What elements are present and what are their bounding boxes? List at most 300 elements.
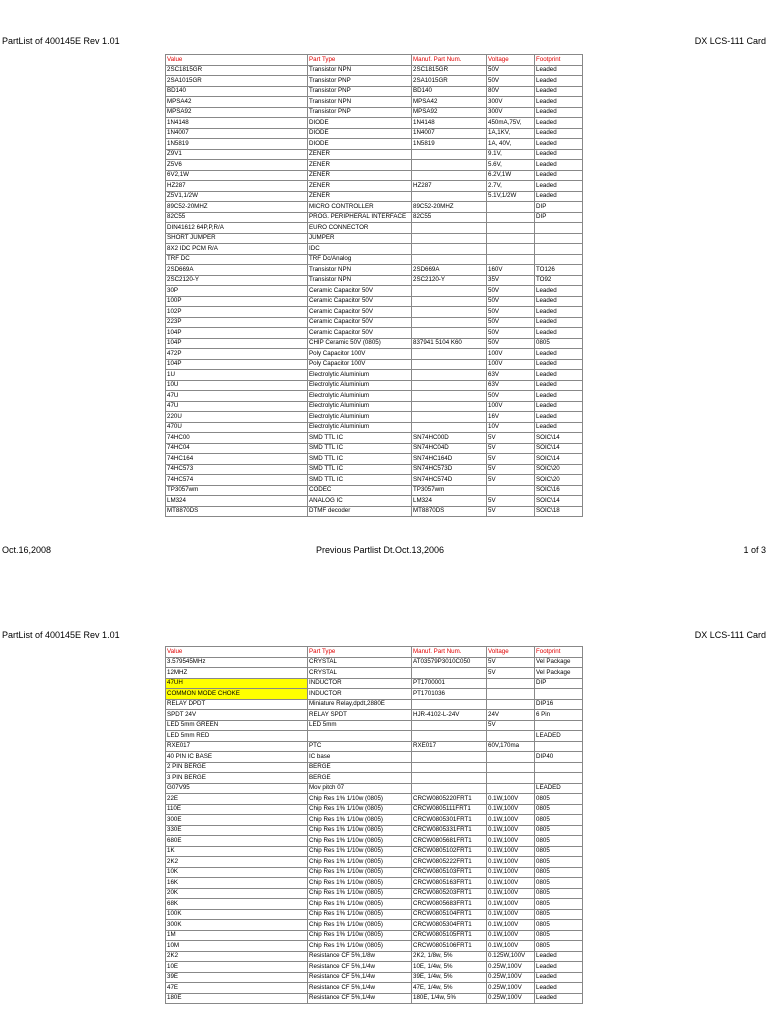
table-cell: 5V bbox=[487, 496, 535, 507]
table-cell: DIP bbox=[535, 202, 583, 213]
table-cell: Chip Res 1% 1/10w (0805) bbox=[308, 857, 412, 868]
table-cell bbox=[412, 380, 487, 391]
table-cell: 5V bbox=[487, 443, 535, 454]
column-header: Footprint bbox=[535, 55, 583, 66]
column-header: Value bbox=[166, 55, 308, 66]
table-cell: SMD TTL IC bbox=[308, 475, 412, 486]
column-header: Part Type bbox=[308, 647, 412, 658]
table-cell: BD140 bbox=[166, 86, 308, 97]
table-cell: 0805 bbox=[535, 846, 583, 857]
table-cell: PT1701036 bbox=[412, 689, 487, 700]
table-cell: 104P bbox=[166, 359, 308, 370]
table-row bbox=[166, 836, 583, 847]
table-row bbox=[166, 720, 583, 731]
table-cell: Chip Res 1% 1/10w (0805) bbox=[308, 846, 412, 857]
table-row bbox=[166, 804, 583, 815]
table-cell: CRCW0805106FRT1 bbox=[412, 941, 487, 952]
table-row bbox=[166, 783, 583, 794]
table-cell: 50V bbox=[487, 317, 535, 328]
table-cell: 50V bbox=[487, 65, 535, 76]
table-cell: Ceramic Capacitor 50V bbox=[308, 286, 412, 297]
table-cell: DIN41612 64P,P,R/A bbox=[166, 223, 308, 234]
table-cell: 2SD669A bbox=[412, 265, 487, 276]
table-cell: 8X2 IDC PCM R/A bbox=[166, 244, 308, 255]
table-cell: 0805 bbox=[535, 836, 583, 847]
table-cell: 5V bbox=[487, 475, 535, 486]
table-cell: 0805 bbox=[535, 888, 583, 899]
table-cell: 5V bbox=[487, 454, 535, 465]
table-cell: 20K bbox=[166, 888, 308, 899]
table-cell bbox=[412, 752, 487, 763]
table-cell bbox=[487, 731, 535, 742]
table-cell: Leaded bbox=[535, 951, 583, 962]
table-cell: Chip Res 1% 1/10w (0805) bbox=[308, 878, 412, 889]
table-cell: ANALOG IC bbox=[308, 496, 412, 507]
table-cell: 102P bbox=[166, 307, 308, 318]
table-row bbox=[166, 689, 583, 700]
page1-footer-previous: Previous Partlist Dt.Oct.13,2006 bbox=[316, 545, 445, 555]
table-row bbox=[166, 223, 583, 234]
table-cell: Ceramic Capacitor 50V bbox=[308, 296, 412, 307]
table-cell: 2SA1015GR bbox=[412, 76, 487, 87]
table-cell: Electrolytic Aluminium bbox=[308, 380, 412, 391]
table-cell bbox=[412, 149, 487, 160]
table-cell: 0805 bbox=[535, 878, 583, 889]
table-cell: 0.1W,100V bbox=[487, 836, 535, 847]
table-cell: CRCW0805304FRT1 bbox=[412, 920, 487, 931]
table-cell: 680E bbox=[166, 836, 308, 847]
table-cell: ZENER bbox=[308, 149, 412, 160]
table-cell: 0805 bbox=[535, 804, 583, 815]
table-cell: CRCW0805203FRT1 bbox=[412, 888, 487, 899]
table-cell: 82C55 bbox=[412, 212, 487, 223]
table-cell: 2SA1015GR bbox=[166, 76, 308, 87]
table-cell: 74HC04 bbox=[166, 443, 308, 454]
column-header: Value bbox=[166, 647, 308, 658]
table-cell: 0805 bbox=[535, 794, 583, 805]
table-cell: Leaded bbox=[535, 328, 583, 339]
table-cell: 110E bbox=[166, 804, 308, 815]
table-cell: 0.25W,100V bbox=[487, 962, 535, 973]
table-cell: Electrolytic Aluminium bbox=[308, 412, 412, 423]
table-cell: TO126 bbox=[535, 265, 583, 276]
table-row bbox=[166, 475, 583, 486]
table-cell: 9.1V, bbox=[487, 149, 535, 160]
table-cell bbox=[487, 244, 535, 255]
table-cell: 5V bbox=[487, 720, 535, 731]
table-cell bbox=[487, 678, 535, 689]
table-cell: 50V bbox=[487, 391, 535, 402]
table-cell: Leaded bbox=[535, 380, 583, 391]
table-cell: 22E bbox=[166, 794, 308, 805]
table-cell: RXE017 bbox=[166, 741, 308, 752]
table-cell: 1K bbox=[166, 846, 308, 857]
table-row bbox=[166, 328, 583, 339]
table-cell: 2SC2120-Y bbox=[412, 275, 487, 286]
table-cell: Chip Res 1% 1/10w (0805) bbox=[308, 794, 412, 805]
table-cell bbox=[535, 689, 583, 700]
table-row bbox=[166, 118, 583, 129]
table-cell: Vel Package bbox=[535, 668, 583, 679]
table-row bbox=[166, 867, 583, 878]
page1-footer-page-number: 1 of 3 bbox=[743, 545, 766, 555]
table-cell: Transistor NPN bbox=[308, 65, 412, 76]
table-row bbox=[166, 506, 583, 517]
table-cell: BERGE bbox=[308, 773, 412, 784]
table-row bbox=[166, 317, 583, 328]
table-cell: SN74HC04D bbox=[412, 443, 487, 454]
table-row bbox=[166, 930, 583, 941]
table-cell: Leaded bbox=[535, 181, 583, 192]
table-cell: 5V bbox=[487, 464, 535, 475]
table-cell: Transistor NPN bbox=[308, 275, 412, 286]
table-cell: Z9V1 bbox=[166, 149, 308, 160]
table-row bbox=[166, 65, 583, 76]
table-cell: SMD TTL IC bbox=[308, 464, 412, 475]
table-cell: Leaded bbox=[535, 972, 583, 983]
table-cell: TO92 bbox=[535, 275, 583, 286]
table-row bbox=[166, 380, 583, 391]
table-cell bbox=[412, 762, 487, 773]
table-row bbox=[166, 443, 583, 454]
table-cell: 63V bbox=[487, 380, 535, 391]
table-cell: Leaded bbox=[535, 128, 583, 139]
table-cell: BD140 bbox=[412, 86, 487, 97]
table-cell: 2SC2120-Y bbox=[166, 275, 308, 286]
table-cell: 50V bbox=[487, 296, 535, 307]
table-cell: 2K2 bbox=[166, 857, 308, 868]
table-cell: 180E, 1/4w, 5% bbox=[412, 993, 487, 1004]
table-cell: PT1700001 bbox=[412, 678, 487, 689]
table-cell bbox=[412, 699, 487, 710]
table-cell bbox=[535, 254, 583, 265]
table-cell: 82C55 bbox=[166, 212, 308, 223]
column-header: Voltage bbox=[487, 55, 535, 66]
table-cell: LEADED bbox=[535, 731, 583, 742]
table-cell: 10U bbox=[166, 380, 308, 391]
table-cell: Z5V1,1/2W bbox=[166, 191, 308, 202]
table-cell bbox=[412, 296, 487, 307]
table-cell: 1N4007 bbox=[166, 128, 308, 139]
table-cell: 180E bbox=[166, 993, 308, 1004]
table-cell: MICRO CONTROLLER bbox=[308, 202, 412, 213]
table-cell: CRCW0805220FRT1 bbox=[412, 794, 487, 805]
table-cell: 0.25W,100V bbox=[487, 993, 535, 1004]
table-cell: CRCW0805331FRT1 bbox=[412, 825, 487, 836]
table-cell bbox=[412, 773, 487, 784]
table-cell: Ceramic Capacitor 50V bbox=[308, 317, 412, 328]
table-cell: SN74HC00D bbox=[412, 433, 487, 444]
table-row bbox=[166, 296, 583, 307]
table-cell: DIODE bbox=[308, 139, 412, 150]
table-cell: Leaded bbox=[535, 286, 583, 297]
column-header: Manuf. Part Num. bbox=[412, 647, 487, 658]
table-cell: EURO CONNECTOR bbox=[308, 223, 412, 234]
table-row bbox=[166, 993, 583, 1004]
table-row bbox=[166, 972, 583, 983]
table-cell: DTMF decoder bbox=[308, 506, 412, 517]
table-cell: IDC bbox=[308, 244, 412, 255]
table-cell: 12MHZ bbox=[166, 668, 308, 679]
table-row bbox=[166, 678, 583, 689]
table-cell: 330E bbox=[166, 825, 308, 836]
table-cell: Vel Package bbox=[535, 657, 583, 668]
table-cell: 30P bbox=[166, 286, 308, 297]
table-cell: Ceramic Capacitor 50V bbox=[308, 307, 412, 318]
table-cell: 40 PIN IC BASE bbox=[166, 752, 308, 763]
table-row bbox=[166, 762, 583, 773]
table-cell: 220U bbox=[166, 412, 308, 423]
table-cell: Leaded bbox=[535, 107, 583, 118]
table-cell bbox=[412, 328, 487, 339]
table-cell: MPSA42 bbox=[412, 97, 487, 108]
table-cell: LM324 bbox=[166, 496, 308, 507]
table-cell: 2SD669A bbox=[166, 265, 308, 276]
table-cell: 10M bbox=[166, 941, 308, 952]
table-cell: CRYSTAL bbox=[308, 657, 412, 668]
table-cell: 0805 bbox=[535, 920, 583, 931]
table-cell: CRCW0805163FRT1 bbox=[412, 878, 487, 889]
table-cell: 1M bbox=[166, 930, 308, 941]
table-cell: Leaded bbox=[535, 391, 583, 402]
table-cell: 1N4148 bbox=[412, 118, 487, 129]
table-row bbox=[166, 699, 583, 710]
table-row bbox=[166, 412, 583, 423]
page1-footer-date: Oct.16,2008 bbox=[2, 545, 52, 555]
table-cell bbox=[487, 485, 535, 496]
table-cell: 68K bbox=[166, 899, 308, 910]
table-cell: 5V bbox=[487, 433, 535, 444]
table-cell bbox=[535, 741, 583, 752]
table-cell: SPDT 24V bbox=[166, 710, 308, 721]
table-row bbox=[166, 496, 583, 507]
table-cell bbox=[412, 170, 487, 181]
table-cell bbox=[412, 412, 487, 423]
table-cell: 472P bbox=[166, 349, 308, 360]
table-row bbox=[166, 338, 583, 349]
table-header-row bbox=[166, 647, 583, 658]
table-row bbox=[166, 107, 583, 118]
table-cell: SOIC\18 bbox=[535, 506, 583, 517]
table-cell: Electrolytic Aluminium bbox=[308, 370, 412, 381]
table-cell: Chip Res 1% 1/10w (0805) bbox=[308, 836, 412, 847]
table-row bbox=[166, 464, 583, 475]
table-row bbox=[166, 307, 583, 318]
table-cell bbox=[487, 699, 535, 710]
table-cell: Leaded bbox=[535, 370, 583, 381]
table-cell: Leaded bbox=[535, 191, 583, 202]
table-cell: 0.1W,100V bbox=[487, 941, 535, 952]
table-cell: 50V bbox=[487, 338, 535, 349]
table-cell: Chip Res 1% 1/10w (0805) bbox=[308, 909, 412, 920]
table-row bbox=[166, 422, 583, 433]
page1-header-left: PartList of 400145E Rev 1.01 bbox=[2, 36, 120, 46]
table-cell: Leaded bbox=[535, 412, 583, 423]
table-cell: Transistor NPN bbox=[308, 97, 412, 108]
table-cell: CRCW0805104FRT1 bbox=[412, 909, 487, 920]
table-cell: Leaded bbox=[535, 993, 583, 1004]
table-cell: 6V2,1W bbox=[166, 170, 308, 181]
table-cell: SN74HC573D bbox=[412, 464, 487, 475]
table-cell: DIP bbox=[535, 678, 583, 689]
table-row bbox=[166, 128, 583, 139]
table-cell bbox=[412, 286, 487, 297]
table-row bbox=[166, 815, 583, 826]
table-cell: 300V bbox=[487, 107, 535, 118]
table-cell: TRF Dc/Analog bbox=[308, 254, 412, 265]
table-cell: CRCW0805681FRT1 bbox=[412, 836, 487, 847]
table-cell: 104P bbox=[166, 328, 308, 339]
table-cell: 0805 bbox=[535, 941, 583, 952]
table-row bbox=[166, 752, 583, 763]
table-cell: 1A, 40V, bbox=[487, 139, 535, 150]
table-cell bbox=[487, 202, 535, 213]
table-cell bbox=[308, 731, 412, 742]
table-cell bbox=[535, 244, 583, 255]
page1-parts-table bbox=[165, 54, 583, 517]
table-cell: 47U bbox=[166, 391, 308, 402]
table-cell bbox=[535, 773, 583, 784]
table-row bbox=[166, 265, 583, 276]
table-cell: RELAY DPDT bbox=[166, 699, 308, 710]
table-cell: Chip Res 1% 1/10w (0805) bbox=[308, 804, 412, 815]
table-cell: 300V bbox=[487, 97, 535, 108]
table-cell: SMD TTL IC bbox=[308, 454, 412, 465]
table-cell: Transistor NPN bbox=[308, 265, 412, 276]
table-cell: 39E bbox=[166, 972, 308, 983]
table-cell: Resistance CF 5%,1/4w bbox=[308, 962, 412, 973]
table-cell: RELAY SPDT bbox=[308, 710, 412, 721]
table-cell: MPSA92 bbox=[166, 107, 308, 118]
table-cell: Chip Res 1% 1/10w (0805) bbox=[308, 920, 412, 931]
table-cell: 0.1W,100V bbox=[487, 878, 535, 889]
table-cell: CRCW0805102FRT1 bbox=[412, 846, 487, 857]
table-cell: MT8870DS bbox=[166, 506, 308, 517]
table-cell bbox=[412, 359, 487, 370]
table-cell bbox=[535, 720, 583, 731]
table-cell: 5V bbox=[487, 506, 535, 517]
table-cell: 100K bbox=[166, 909, 308, 920]
table-cell: 0.1W,100V bbox=[487, 815, 535, 826]
table-cell: 1U bbox=[166, 370, 308, 381]
table-cell: Leaded bbox=[535, 170, 583, 181]
table-row bbox=[166, 286, 583, 297]
table-cell: 0805 bbox=[535, 930, 583, 941]
table-row bbox=[166, 983, 583, 994]
table-cell: 0805 bbox=[535, 857, 583, 868]
table-cell: DIODE bbox=[308, 118, 412, 129]
table-cell bbox=[487, 212, 535, 223]
table-cell: Chip Res 1% 1/10w (0805) bbox=[308, 825, 412, 836]
table-cell bbox=[487, 762, 535, 773]
table-cell: 470U bbox=[166, 422, 308, 433]
table-cell: Leaded bbox=[535, 983, 583, 994]
table-cell: 1N5819 bbox=[412, 139, 487, 150]
table-cell: 6.2V,1W bbox=[487, 170, 535, 181]
table-cell: 2SC1815GR bbox=[412, 65, 487, 76]
table-cell: PROG. PERIPHERAL INTERFACE bbox=[308, 212, 412, 223]
table-cell: CRCW0805111FRT1 bbox=[412, 804, 487, 815]
table-cell: Poly Capacitor 100V bbox=[308, 359, 412, 370]
table-cell: Leaded bbox=[535, 359, 583, 370]
table-cell: 0.25W,100V bbox=[487, 983, 535, 994]
table-cell bbox=[412, 244, 487, 255]
table-row bbox=[166, 731, 583, 742]
table-cell: 74HC164 bbox=[166, 454, 308, 465]
table-cell: 16V bbox=[487, 412, 535, 423]
table-cell: 2K2 bbox=[166, 951, 308, 962]
table-cell: CRCW0805103FRT1 bbox=[412, 867, 487, 878]
table-cell: 0.125W,100V bbox=[487, 951, 535, 962]
table-cell bbox=[412, 233, 487, 244]
table-cell: Chip Res 1% 1/10w (0805) bbox=[308, 941, 412, 952]
table-cell: 0805 bbox=[535, 338, 583, 349]
table-cell bbox=[412, 317, 487, 328]
table-row bbox=[166, 401, 583, 412]
table-row bbox=[166, 181, 583, 192]
table-cell: Leaded bbox=[535, 76, 583, 87]
table-cell: SOIC\14 bbox=[535, 454, 583, 465]
table-cell bbox=[487, 783, 535, 794]
table-cell: 1N4148 bbox=[166, 118, 308, 129]
table-cell: 60V,170ma bbox=[487, 741, 535, 752]
table-cell: Leaded bbox=[535, 118, 583, 129]
table-cell: 0.1W,100V bbox=[487, 804, 535, 815]
table-cell: Transistor PNP bbox=[308, 107, 412, 118]
table-cell: Electrolytic Aluminium bbox=[308, 391, 412, 402]
table-cell: DIP40 bbox=[535, 752, 583, 763]
table-row bbox=[166, 359, 583, 370]
table-cell: Leaded bbox=[535, 149, 583, 160]
table-row bbox=[166, 941, 583, 952]
table-cell: SOIC\20 bbox=[535, 464, 583, 475]
table-cell: 1A,1KV, bbox=[487, 128, 535, 139]
table-row bbox=[166, 433, 583, 444]
table-cell: 89C52-20MHZ bbox=[412, 202, 487, 213]
table-cell: DIP16 bbox=[535, 699, 583, 710]
table-row bbox=[166, 212, 583, 223]
table-cell: 0.1W,100V bbox=[487, 909, 535, 920]
table-cell: CRCW0805105FRT1 bbox=[412, 930, 487, 941]
table-cell: Leaded bbox=[535, 307, 583, 318]
table-cell: Resistance CF 5%,1/4w bbox=[308, 972, 412, 983]
table-cell: 47U bbox=[166, 401, 308, 412]
table-cell: 74HC00 bbox=[166, 433, 308, 444]
table-row bbox=[166, 391, 583, 402]
table-row bbox=[166, 846, 583, 857]
table-cell: 100V bbox=[487, 359, 535, 370]
table-cell: 223P bbox=[166, 317, 308, 328]
table-cell bbox=[412, 783, 487, 794]
table-row bbox=[166, 454, 583, 465]
table-row bbox=[166, 951, 583, 962]
table-cell: 89C52-20MHZ bbox=[166, 202, 308, 213]
table-cell: 160V bbox=[487, 265, 535, 276]
table-cell: 10E bbox=[166, 962, 308, 973]
table-cell: 837941 5104 K60 bbox=[412, 338, 487, 349]
table-cell: Leaded bbox=[535, 139, 583, 150]
table-cell: DIP bbox=[535, 212, 583, 223]
table-cell: ZENER bbox=[308, 191, 412, 202]
table-cell: JUMPER bbox=[308, 233, 412, 244]
table-cell: CRCW0805683FRT1 bbox=[412, 899, 487, 910]
table-row bbox=[166, 485, 583, 496]
table-cell: 0.1W,100V bbox=[487, 899, 535, 910]
table-cell: 0805 bbox=[535, 909, 583, 920]
table-cell: LM324 bbox=[412, 496, 487, 507]
table-cell: 74HC574 bbox=[166, 475, 308, 486]
table-cell: HZ287 bbox=[166, 181, 308, 192]
